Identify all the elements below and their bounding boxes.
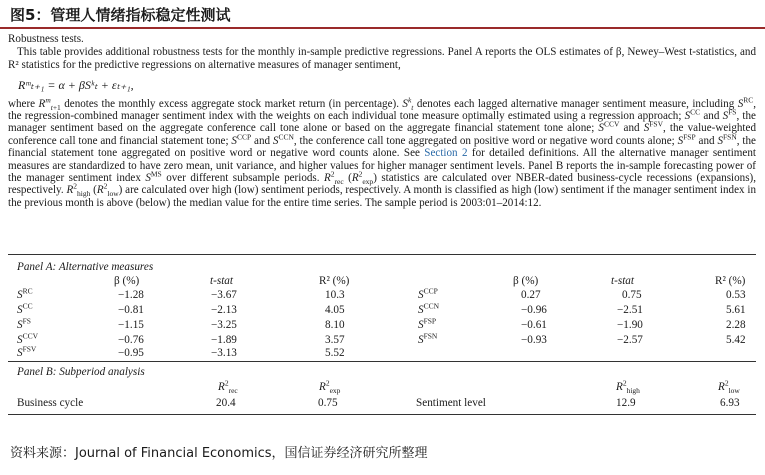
table-cell: 10.3 [325,289,345,301]
table-row-label: $S^{FS}$ [17,316,31,331]
table-cell: −1.28 [118,289,144,301]
r2-rec-value: 20.4 [216,397,236,409]
table-cell: 5.61 [726,304,746,316]
table-cell: 0.53 [726,289,746,301]
r2-high-header: $R^2_{high}$ [616,378,640,396]
r2-exp-header: $R^2_{exp}$ [319,378,341,396]
table-cell: −1.89 [211,334,237,346]
panel-a-table [8,254,756,362]
panel-a-r2-header-right: R² (%) [715,275,746,287]
table-cell: 8.10 [325,319,345,331]
panel-a-r2-header-left: R² (%) [319,275,350,287]
panel-a-tstat-header-left: t-stat [210,275,233,287]
table-cell: −2.51 [617,304,643,316]
panel-a-tstat-header-right: t-stat [611,275,634,287]
source-note: 资料来源：Journal of Financial Economics，国信证券经济研究所整理 [10,446,428,461]
table-row-label: $S^{FSN}$ [418,331,438,346]
table-cell: 5.42 [726,334,746,346]
figure-title: 图5：管理人情绪指标稳定性测试 [10,6,231,24]
panel-a-beta-header-left: β (%) [114,275,140,287]
definitions-paragraph: where $R^m_{t+1}$ denotes the monthly excess aggregate stock market return (in percentage). $S^k_t$ denotes each lagged alternative manager sentiment measure, including $S^{RC}$, the regression-combined manager sentiment index with the weights on each individual tone measure optimally estimated using a regression approach; $S^{CC}$ and $S^{FS}$, the manager sentiment based on the aggregate conference call tone alone or based on the aggregate financial statement tone alone; $S^{CCV}$ and $S^{FSV}$, the value-weighted conference call tone and financial statement tone; $S^{CCP}$ and $S^{CCN}$, the conference call tone aggregated on positive word or negative word counts alone; $S^{FSP}$ and $S^{FSN}$, the financial statement tone aggregated on positive word or negative word counts alone. See Section 2 for detailed definitions. All the alternative manager sentiment measures are standardized to have zero mean, unit variance, and higher values for higher manager sentiment levels. Panel B reports the in-sample forecasting power of the manager sentiment index $S^{MS}$ over different subsample periods. $R^2_{rec}$ $(R^2_{exp})$ statistics are calculated over NBER-dated business-cycle recessions (expansions), respectively. $R^2_{high}$ $(R^2_{low})$ are calculated over high (low) sentiment periods, respectively. A month is classified as high (low) sentiment if the manager sentiment index in the previous month is above (below) the median value for the entire time series. The sample period is 2003:01–2014:12. [8,94,757,209]
table-row-label: $S^{CCV}$ [17,331,39,346]
table-row-label: $S^{FSV}$ [17,344,37,359]
r2-rec-header: $R^2_{rec}$ [218,378,238,396]
table-cell: −2.13 [211,304,237,316]
table-cell: 0.75 [622,289,642,301]
table-cell: 0.27 [521,289,541,301]
r2-high-value: 12.9 [616,397,636,409]
table-cell: −1.90 [617,319,643,331]
table-row-label: $S^{CCN}$ [418,301,440,316]
table-row-label: $S^{RC}$ [17,286,33,301]
title-divider [0,27,765,29]
business-cycle-label: Business cycle [17,397,84,409]
table-cell: −1.15 [118,319,144,331]
table-caption [8,33,756,209]
table-cell: −0.93 [521,334,547,346]
table-cell: −0.96 [521,304,547,316]
table-cell: 3.57 [325,334,345,346]
panel-b-title: Panel B: Subperiod analysis [17,366,145,378]
table-cell: 5.52 [325,347,345,359]
table-cell: −0.95 [118,347,144,359]
section-heading: Robustness tests. [8,33,84,45]
panel-b-table [8,361,756,415]
table-cell: 4.05 [325,304,345,316]
table-cell: −2.57 [617,334,643,346]
table-cell: −0.76 [118,334,144,346]
r2-low-value: 6.93 [720,397,740,409]
r2-low-header: $R^2_{low}$ [718,378,740,396]
panel-a-title: Panel A: Alternative measures [17,261,154,273]
table-cell: −3.67 [211,289,237,301]
r2-exp-value: 0.75 [318,397,338,409]
table-row-label: $S^{FSP}$ [418,316,437,331]
table-cell: −0.61 [521,319,547,331]
table-cell: −3.13 [211,347,237,359]
panel-a-beta-header-right: β (%) [513,275,539,287]
table-cell: −3.25 [211,319,237,331]
intro-text: This table provides additional robustness tests for the monthly in-sample predictive regressions. Panel A reports the OLS estimates of β, Newey–West t-statistics, and R² statistics for the predictive regressions on alternative measures of manager sentiment, [8,46,756,71]
table-cell: 2.28 [726,319,746,331]
table-row-label: $S^{CC}$ [17,301,33,316]
table-row-label: $S^{CCP}$ [418,286,438,301]
regression-equation: Rᵐₜ₊₁ = α + βSᵏₜ + εₜ₊₁, [18,78,134,93]
sentiment-level-label: Sentiment level [416,397,486,409]
table-cell: −0.81 [118,304,144,316]
section-2-link[interactable]: Section 2 [424,147,468,160]
